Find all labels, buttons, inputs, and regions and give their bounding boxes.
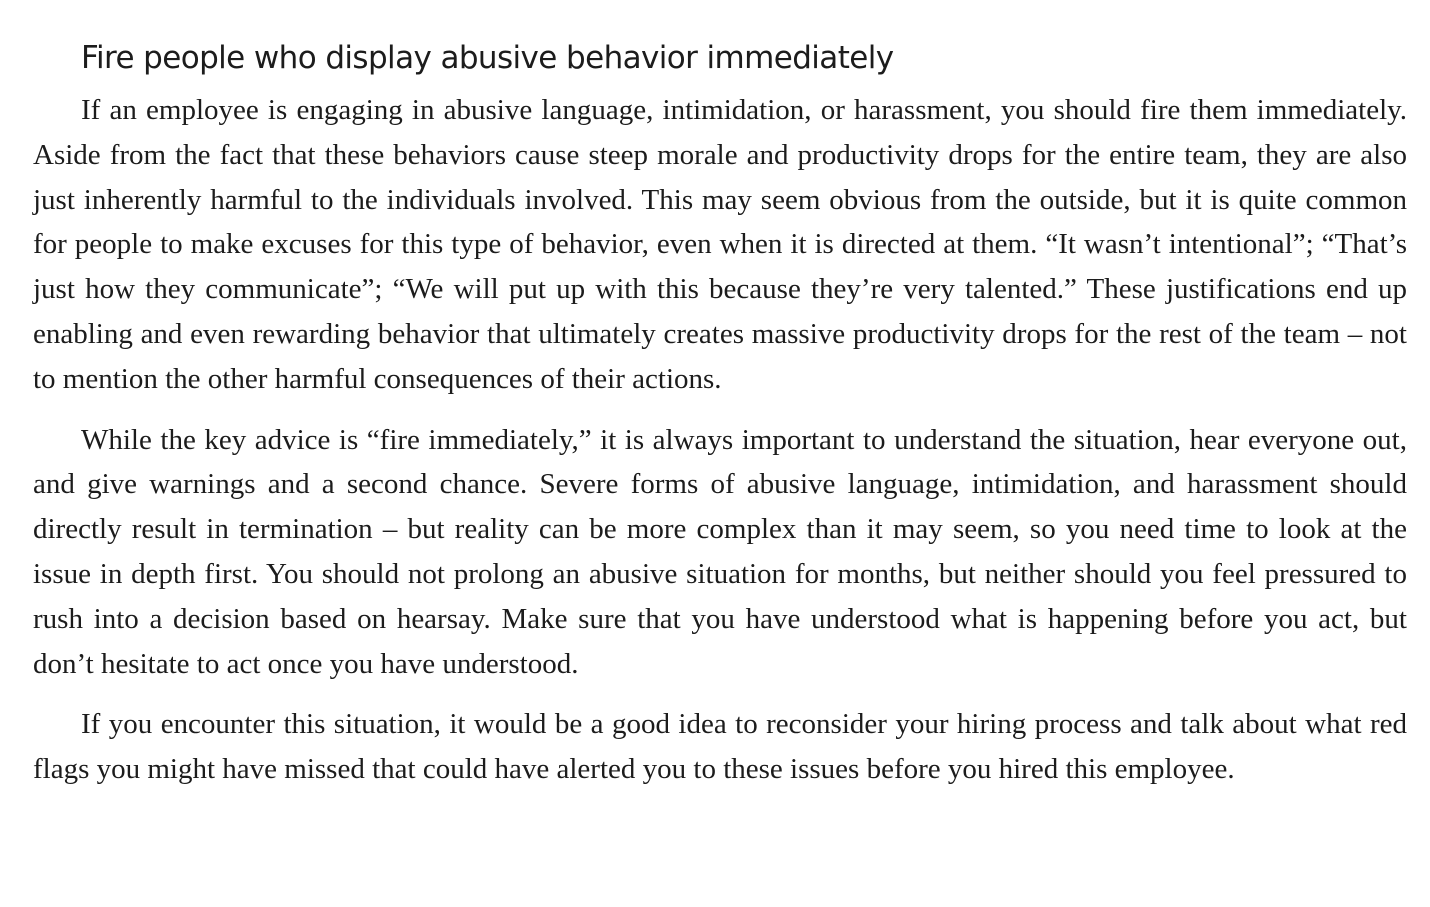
- section-heading: Fire people who display abusive behavior immediately: [81, 40, 894, 76]
- paragraph-fire-immediately-advice: While the key advice is “fire immediately,” it is always important to understand the situation, hear everyone out, and give warnings and a second chance. Severe forms of abusive language, intimidation, and harassment should directly result in termination – but reality can be more complex than it may seem, so you need time to look at the issue in depth first. You should not prolong an abusive situation for months, but neither should you feel pressured to rush into a decision based on hearsay. Make sure that you have understood what is happening before you act, but don’t hesitate to act once you have understood.: [33, 423, 1407, 680]
- paragraph-abusive-behavior: If an employee is engaging in abusive language, intimidation, or harassment, you should fire them immediately. Aside from the fact that these behaviors cause steep morale and productivity drops for the entire team, they are also just inherently harmful to the individuals involved. This may seem obvious from the outside, but it is quite common for people to make excuses for this type of behavior, even when it is directed at them. “It wasn’t intentional”; “That’s just how they communicate”; “We will put up with this because they’re very talented.” These justifications end up enabling and even rewarding behavior that ultimately creates massive productivity drops for the rest of the team – not to mention the other harmful consequences of their actions.: [33, 94, 1407, 395]
- document-page: [33, 36, 1407, 792]
- paragraph-hiring-process: If you encounter this situation, it would be a good idea to reconsider your hiring process and talk about what red flags you might have missed that could have alerted you to these issues before you hired this employee.: [33, 708, 1407, 786]
